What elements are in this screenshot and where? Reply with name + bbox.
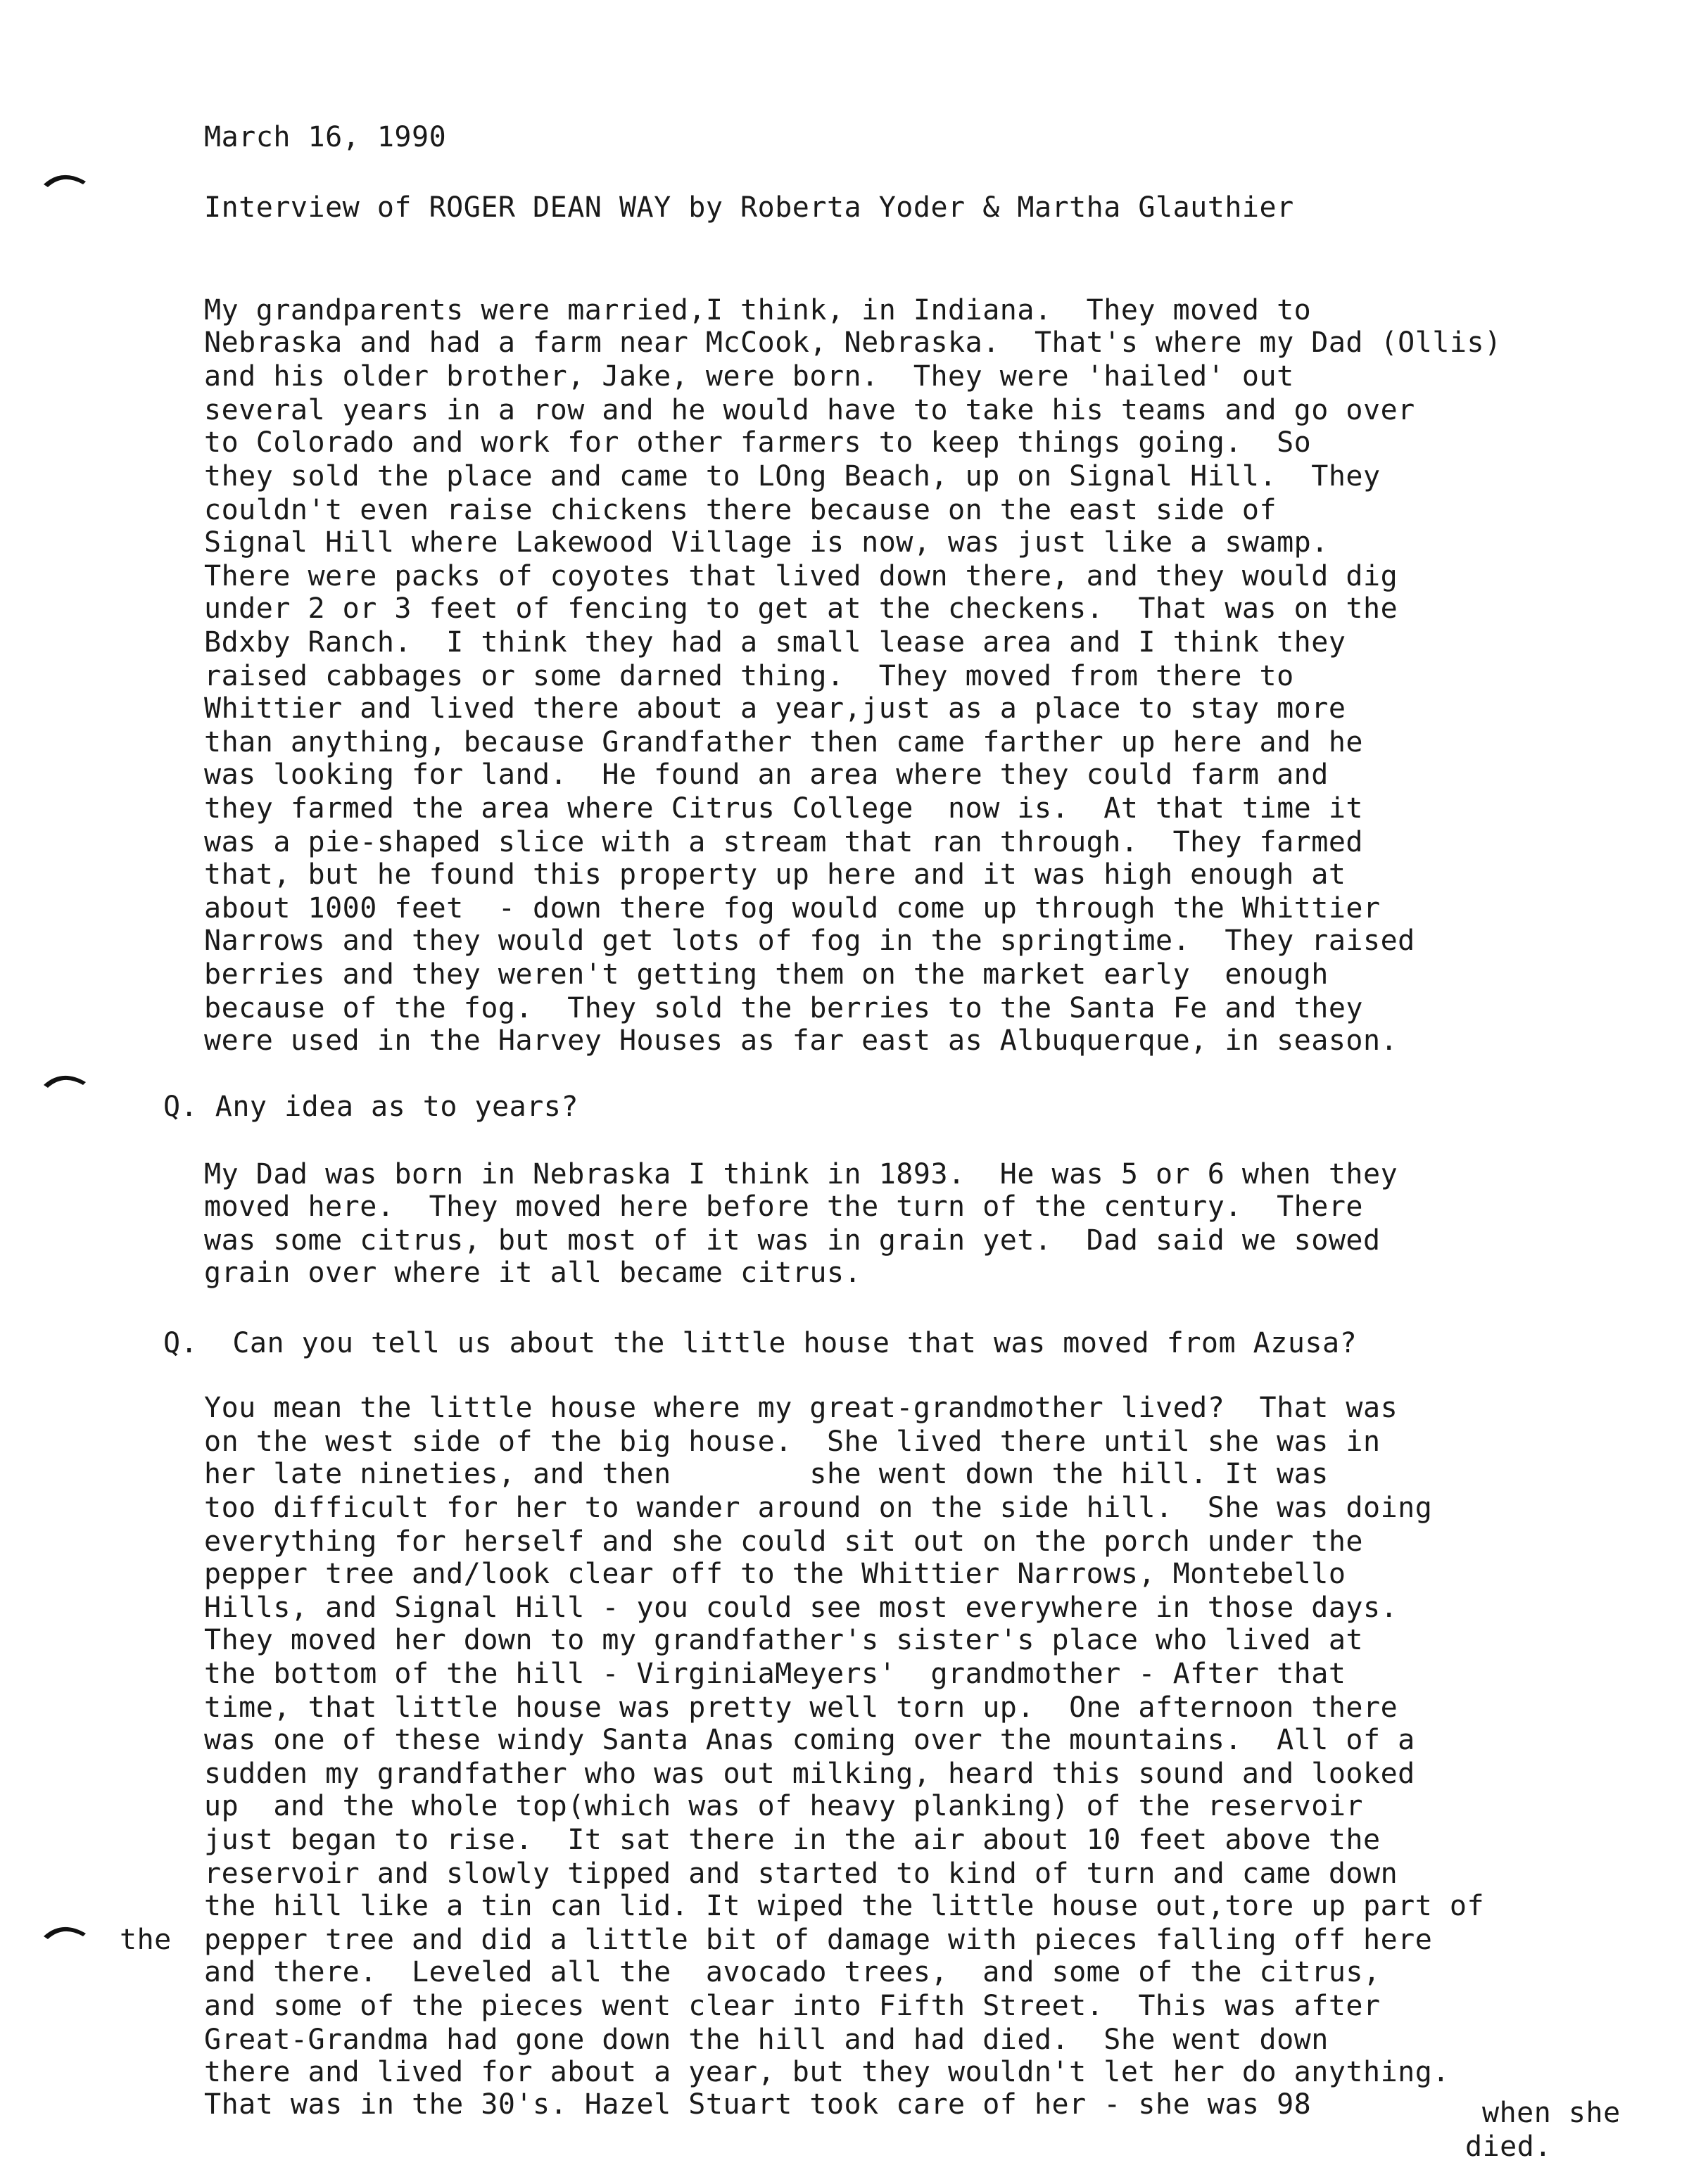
question-little-house: Q. Can you tell us about the little house that was moved from Azusa?: [163, 1327, 1358, 1359]
text-line: couldn't even raise chickens there because on the east side of: [204, 494, 1277, 526]
text-line: to Colorado and work for other farmers to keep things going. So: [204, 426, 1312, 459]
text-line: grain over where it all became citrus.: [204, 1257, 862, 1289]
text-line: and some of the pieces went clear into Fifth Street. This was after: [204, 1990, 1381, 2022]
text-line: Nebraska and had a farm near McCook, Nebraska. That's where my Dad (Ollis): [204, 326, 1502, 359]
text-line: they sold the place and came to LOng Beach, up on Signal Hill. They: [204, 460, 1381, 493]
binder-hole-mark-bottom: [41, 1918, 90, 1946]
text-line: there and lived for about a year, but they wouldn't let her do anything.: [204, 2056, 1450, 2088]
text-line: Narrows and they would get lots of fog in the springtime. They raised: [204, 925, 1415, 957]
tail-line-died: died.: [1465, 2131, 1552, 2163]
text-line: There were packs of coyotes that lived down there, and they would dig: [204, 560, 1398, 592]
tail-line-when-she: when she: [1482, 2097, 1621, 2129]
text-line: My grandparents were married,I think, in Indiana. They moved to: [204, 294, 1312, 326]
text-line: about 1000 feet - down there fog would come up through the Whittier: [204, 892, 1381, 925]
text-line: sudden my grandfather who was out milking, heard this sound and looked: [204, 1758, 1415, 1790]
text-line: were used in the Harvey Houses as far east as Albuquerque, in season.: [204, 1024, 1398, 1057]
text-line: raised cabbages or some darned thing. They moved from there to: [204, 660, 1294, 692]
text-line: Signal Hill where Lakewood Village is now, was just like a swamp.: [204, 526, 1329, 559]
text-line: My Dad was born in Nebraska I think in 1893. He was 5 or 6 when they: [204, 1158, 1398, 1191]
text-line: too difficult for her to wander around on the side hill. She was doing: [204, 1492, 1433, 1524]
text-line: they farmed the area where Citrus College now is. At that time it: [204, 792, 1363, 825]
text-line: reservoir and slowly tipped and started to kind of turn and came down: [204, 1858, 1398, 1890]
document-date: March 16, 1990: [204, 121, 447, 153]
question-years: Q. Any idea as to years?: [163, 1091, 578, 1123]
text-line: several years in a row and he would have to take his teams and go over: [204, 394, 1415, 426]
text-line: was one of these windy Santa Anas coming over the mountains. All of a: [204, 1724, 1415, 1756]
text-line: her late nineties, and then she went down the hill. It was: [204, 1458, 1329, 1490]
text-line: that, but he found this property up here and it was high enough at: [204, 858, 1346, 891]
text-line: time, that little house was pretty well torn up. One afternoon there: [204, 1691, 1398, 1724]
text-line: berries and they weren't getting them on the market early enough: [204, 958, 1329, 991]
text-line: pepper tree and did a little bit of damage with pieces falling off here: [204, 1924, 1433, 1956]
text-line: You mean the little house where my great-grandmother lived? That was: [204, 1392, 1398, 1424]
text-line: Bdxby Ranch. I think they had a small lease area and I think they: [204, 626, 1346, 659]
text-line: because of the fog. They sold the berries to the Santa Fe and they: [204, 992, 1363, 1024]
text-line: than anything, because Grandfather then came farther up here and he: [204, 726, 1363, 758]
text-line: just began to rise. It sat there in the air about 10 feet above the: [204, 1824, 1381, 1856]
text-line: and there. Leveled all the avocado trees, and some of the citrus,: [204, 1956, 1381, 1988]
text-line: Whittier and lived there about a year,just as a place to stay more: [204, 692, 1346, 725]
text-line: was a pie-shaped slice with a stream that ran through. They farmed: [204, 826, 1363, 858]
text-line: on the west side of the big house. She lived there until she was in: [204, 1426, 1381, 1458]
text-line: moved here. They moved here before the turn of the century. There: [204, 1191, 1363, 1223]
text-line: Hills, and Signal Hill - you could see most everywhere in those days.: [204, 1592, 1398, 1624]
interview-title: Interview of ROGER DEAN WAY by Roberta Yoder & Martha Glauthier: [204, 191, 1294, 224]
margin-word: the: [120, 1924, 172, 1956]
text-line: was looking for land. He found an area where they could farm and: [204, 758, 1329, 791]
text-line: was some citrus, but most of it was in grain yet. Dad said we sowed: [204, 1224, 1381, 1257]
text-line: everything for herself and she could sit out on the porch under the: [204, 1525, 1363, 1558]
text-line: Great-Grandma had gone down the hill and had died. She went down: [204, 2024, 1329, 2056]
text-line: and his older brother, Jake, were born. They were 'hailed' out: [204, 360, 1294, 393]
text-line: under 2 or 3 feet of fencing to get at the checkens. That was on the: [204, 592, 1398, 625]
text-line: pepper tree and/look clear off to the Whittier Narrows, Montebello: [204, 1558, 1346, 1590]
binder-hole-mark-top: [41, 166, 90, 194]
text-line: They moved her down to my grandfather's sister's place who lived at: [204, 1624, 1363, 1656]
text-line: That was in the 30's. Hazel Stuart took care of her - she was 98: [204, 2088, 1312, 2121]
text-line: the hill like a tin can lid. It wiped the little house out,tore up part of: [204, 1890, 1485, 1922]
text-line: the bottom of the hill - VirginiaMeyers' grandmother - After that: [204, 1658, 1346, 1690]
text-line: up and the whole top(which was of heavy planking) of the reservoir: [204, 1790, 1363, 1822]
binder-hole-mark-middle: [41, 1067, 90, 1095]
